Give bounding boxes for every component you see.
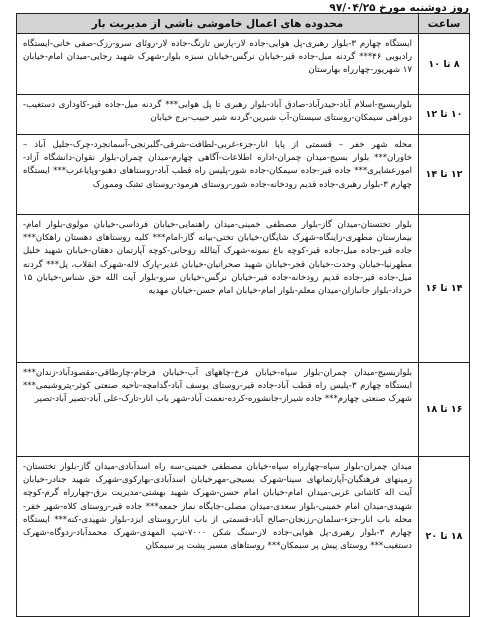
time-cell: ۱۰ تا ۱۲ [419, 95, 470, 135]
table-row [17, 363, 470, 457]
time-cell: ۸ تا ۱۰ [419, 34, 470, 95]
table-row [17, 34, 470, 95]
table-row [17, 215, 470, 363]
table-row [17, 135, 470, 215]
area-text: ایستگاه چهارم ۳-بلوار رهبری-پل هوایی-جاده لار-پارس تارنگ-جاده لار-روئای سرو-رزک-صفی خانی-ایستگاه رادیویی ۴۶*** گردنه میل-جاده قیر-خیابان نرگس-خیابان سبزه بلوار-شهرک شهید رجایی-میدان امام-خیابان ۱۷ شهریور-چهارراه بهارستان [23, 39, 413, 76]
area-text: بلواربسیج-اسلام آباد-حیدرآباد-صادق آباد-بلوار رهبری تا پل هوایی*** گردنه میل-جاده قیر-کاوداری دستغیب-دوراهی سیمکان-روستای سیستان-آب شیرین-گردنه شیر حبیب-برج خیابان [23, 100, 412, 124]
table-header-row [17, 14, 470, 34]
time-cell: ۱۲ تا ۱۴ [419, 135, 470, 215]
area-text: بلواربسیج-میدان چمران-بلوار سپاه-خیابان فرخ-چاههای آب-خیابان فرجام-چارطاقی-مقصودآباد-زندان*** ایستگاه چهارم ۳-پلیس راه قطب آباد-جاده قیر-روستای یوسف آباد-گدامچه-ناحیه صنعتی کوثر-پتروشیمی*** شهرک صنعتی چهارم*** جاده شیراز-جانشوره-کرده-نعمت آباد-شهر باب انار-تارک-علی آباد-تصیر آباد-تصیر [23, 368, 412, 405]
time-cell: ۱۸ تا ۲۰ [419, 457, 470, 617]
time-cell: ۱۴ تا ۱۶ [419, 215, 470, 363]
table-row [17, 95, 470, 135]
area-text: محله شهر خفر – قسمتی از پایا انار-جزء-غربی-لطافت-شرقی-گلبرنجی-آسمانجرد-چرک-جلیل آباد – خاوران*** بلوار بسیج-میدان چمران-اداره اطلاعات-آگاهی چهارم-میدان چمران-بلوار نقوان-دانشگاه آزاد-امورعشایری*** جاده قیر-جاده سیمکان-جاده شور-پلیس راه قطب آباد-روستاهای دهنو-وپایاعرب*** ایستگاه چهارم ۳-بلوار رهبری-جاده قدیم رودخانه-جاده شور-روستای هرمود-روستای تشک وممورک [23, 140, 412, 190]
header-area: محدوده های اعمال خاموشی ناشی از مدیریت بار [17, 14, 419, 34]
area-cell [17, 95, 419, 135]
report-date: روز دوشنبه مورخ ۹۷/۰۴/۲۵ [329, 2, 469, 14]
load-management-table [16, 13, 470, 617]
area-cell [17, 215, 419, 363]
area-text: بلوار تختستان-میدان گاز-بلوار مصطفی خمینی-میدان راهنمایی-خیابان فرداسی-خیابان مولوی-بلوار امام-بیمارستان مطهری-زاینگاه-شهرک شایگان-خیابان تختی-بیانه گاز-امام*** کلیه روستاهای دهستان راهکان*** جاده قیر-جاده میل-جاده قیر-کوچه باغ نمونه-شهرک آیتالله روحانی-کوچه آپارتمان دهقان-خیابان شهید خلیل مطهرنیا-خیابان وحدت-خیابان قجر-خیابان شهید صحرانیان-خیابان غدیر-پارک لاله-شهرک انقلاب، پل*** گردنه میل-جاده قیر-جاده قدیم رودخانه-جاده قیر-خیابان نرگس-خیابان سرو-بلوار آیت الله حق شناس-خیابان ۱۵ خرداد-بلوار جانبازان-میدان معلم-بلوار امام-خیابان امام حسن-خیابان مهدیه [23, 220, 412, 297]
area-text: میدان چمران-بلوار سپاه-چهارراه سپاه-خیابان مصطفی خمینی-سه راه اسدآبادی-میدان گاز-بلوار تختستان-زمینهای فرهنگیان-آپارتمانهای سینا-شهرک بسیجی-مهرخیابان اسدآبادی-بهارکوی-شهرک شهید جنادر-خیابان آیت اله کاشانی غربی-میدان امام-خیابان امام حسن-شهرک شهید بهشتی-مدیریت برق-چهارراه گرم-کوچه شهیدی-میدان امام خمینی-بلوار سعدی-میدان مصلی-جایگاه نماز جمعه*** جاده قیر-روستای کلاه-شهر خفر-محله باب انار-جزء-سلمان-رزنجان-صالح آباد-قسمتی از باب انار-روستای ایزد-بلوار شهیدی-کنه*** ایستگاه چهارم ۳-بلوار رهبری-پل هوایی-جاده لار-سنگ شکن ۷۰۰۰-تیپ المهدی-شهرک محمدآباد-ردوگاه-شهرک دستغیب*** روستای پیش پر سیمکان*** روستاهای مسیر پشت پر سیمکان [23, 462, 412, 552]
time-cell: ۱۶ تا ۱۸ [419, 363, 470, 457]
header-time: ساعت [419, 14, 470, 34]
area-cell [17, 363, 419, 457]
area-cell [17, 34, 419, 95]
area-cell [17, 135, 419, 215]
